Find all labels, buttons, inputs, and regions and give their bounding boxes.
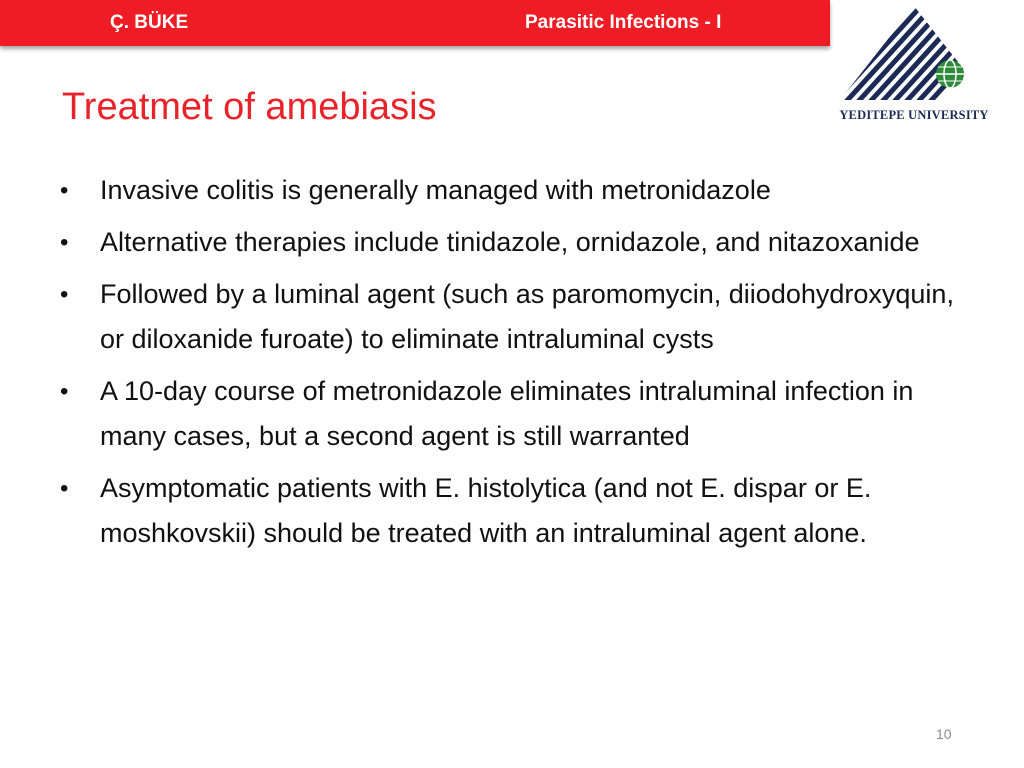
- bullet-text: Asymptomatic patients with E. histolytica (and not E. dispar or E. moshkovskii) should be treated with an intraluminal agent alone.: [100, 473, 872, 548]
- university-emblem-icon: [836, 4, 992, 108]
- yeditepe-university-logo: [836, 4, 992, 128]
- bullet-list: [58, 168, 968, 563]
- header-author: Ç. BÜKE: [110, 12, 189, 33]
- bullet-dot-icon: •: [60, 229, 69, 256]
- bullet-item: [58, 466, 968, 556]
- bullet-dot-icon: •: [60, 281, 69, 308]
- header-course-title: Parasitic Infections - I: [525, 12, 722, 33]
- slide-title: Treatmet of amebiasis: [62, 86, 437, 128]
- bullet-text: Invasive colitis is generally managed with metronidazole: [100, 175, 771, 205]
- bullet-item: [58, 168, 968, 213]
- bullet-dot-icon: •: [60, 378, 69, 405]
- page-number: 10: [936, 726, 952, 742]
- bullet-dot-icon: •: [60, 475, 69, 502]
- bullet-text: A 10-day course of metronidazole eliminates intraluminal infection in many cases, but a second agent is still warranted: [100, 376, 914, 451]
- logo-text: YEDITEPE UNIVERSITY: [839, 108, 989, 122]
- bullet-text: Followed by a luminal agent (such as paromomycin, diiodohydroxyquin, or diloxanide furoate) to eliminate intraluminal cysts: [100, 279, 954, 354]
- bullet-item: [58, 220, 968, 265]
- bullet-item: [58, 369, 968, 459]
- header-bar: [0, 0, 830, 46]
- bullet-item: [58, 272, 968, 362]
- bullet-dot-icon: •: [60, 177, 69, 204]
- bullet-text: Alternative therapies include tinidazole, ornidazole, and nitazoxanide: [100, 227, 920, 257]
